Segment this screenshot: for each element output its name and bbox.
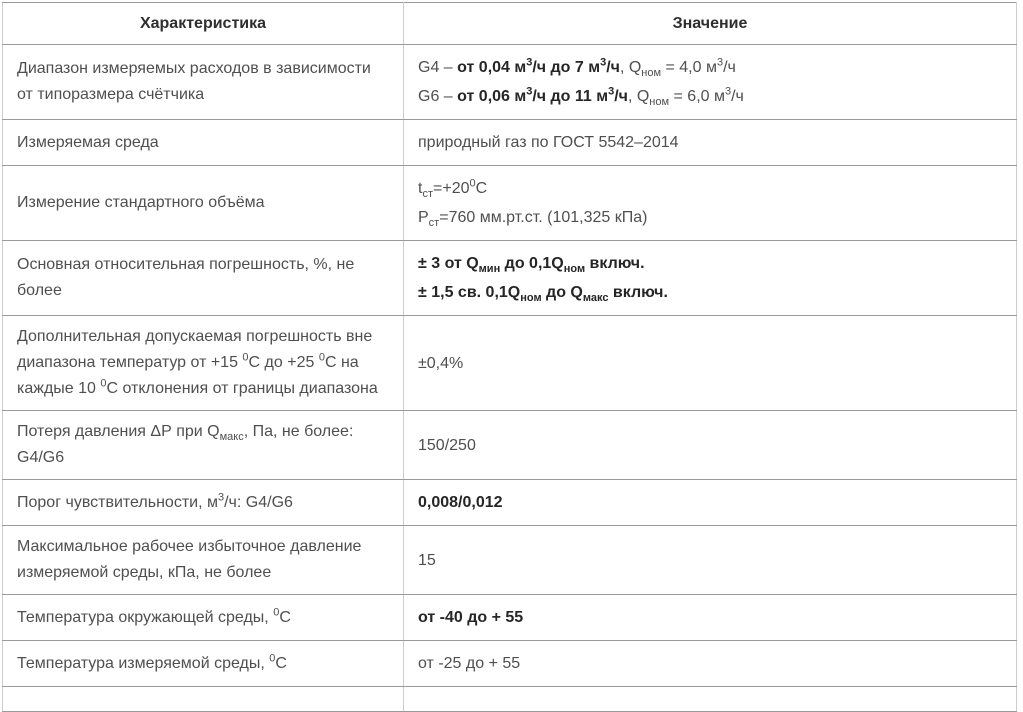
cell-line: Максимальное рабочее избыточное давление: [17, 538, 362, 555]
characteristic-cell: [3, 411, 404, 480]
table-row: [3, 480, 1017, 526]
cell-line: G4 – от 0,04 $м^3/ч$ до 7 $м^3/ч$, $Q_{ном} = 4,0$ $м^3/ч$: [418, 56, 736, 80]
value-cell: [404, 411, 1017, 480]
table-row: [3, 526, 1017, 595]
cell-line: природный газ по ГОСТ 5542–2014: [418, 134, 679, 151]
cell-line: Дополнительная допускаемая погрешность вне: [17, 328, 373, 345]
value-cell: [404, 526, 1017, 595]
value-cell: [404, 595, 1017, 641]
cell-line: от -25 до + 55: [418, 655, 521, 672]
cell-line: 0,008/0,012: [418, 494, 503, 511]
characteristic-cell: [3, 526, 404, 595]
cell-line: ±0,4%: [418, 354, 464, 372]
table-row: [3, 241, 1017, 316]
cell-line: Основная относительная погрешность, %, не: [17, 256, 355, 273]
cell-line: ± 1,5 св. $0,1Q_{ном}$ до $Q_{макс}$ включ.: [418, 284, 668, 305]
characteristic-cell: [3, 480, 404, 526]
cell-line: Диапазон измеряемых расходов в зависимости: [17, 60, 371, 77]
value-cell: [404, 45, 1017, 120]
cell-line: G6 – от 0,06 $м^3/ч$ до 11 $м^3/ч$, $Q_{ном} = 6,0$ $м^3/ч$: [418, 85, 744, 109]
table-body: [3, 45, 1017, 712]
cell-line: $t_{ст}=+20^0С$: [418, 177, 488, 201]
table-row: [3, 120, 1017, 166]
column-header-characteristic: Характеристика: [3, 3, 404, 45]
table-row: [3, 687, 1017, 712]
cell-line: G4/G6: [17, 449, 65, 466]
value-cell: [404, 480, 1017, 526]
cell-line: Измерение стандартного объёма: [17, 194, 265, 211]
table-header: [3, 3, 1017, 45]
value-cell: [404, 120, 1017, 166]
cell-line: диапазона температур от +15 $^0$С до +25 $^0$С на: [17, 351, 359, 371]
cell-line: от типоразмера счётчика: [17, 86, 205, 103]
value-cell: [404, 641, 1017, 687]
cell-line: каждые 10 $^0$С отклонения от границы диапазона: [17, 377, 378, 397]
specs-table: [2, 2, 1017, 712]
table-row: [3, 316, 1017, 411]
cell-line: Измеряемая среда: [17, 133, 159, 151]
cell-line: 150/250: [418, 436, 476, 454]
value-cell: [404, 241, 1017, 316]
cell-line: Температура окружающей среды, $^0$С: [17, 606, 291, 626]
characteristic-cell: [3, 45, 404, 120]
table-row: [3, 595, 1017, 641]
header-row: [3, 3, 1017, 45]
value-cell: [404, 687, 1017, 712]
characteristic-cell: [3, 641, 404, 687]
characteristic-cell: [3, 687, 404, 712]
table-row: [3, 45, 1017, 120]
cell-line: измеряемой среды, кПа, не более: [17, 564, 272, 581]
cell-line: Потеря давления ΔР при $Q_{макс}$, Па, не более:: [17, 423, 354, 444]
table-row: [3, 411, 1017, 480]
table-row: [3, 166, 1017, 241]
column-header-value: Значение: [404, 3, 1017, 45]
characteristic-cell: [3, 595, 404, 641]
table-row: [3, 641, 1017, 687]
cell-line: Температура измеряемой среды, $^0$С: [17, 652, 287, 672]
characteristic-cell: [3, 316, 404, 411]
characteristic-cell: [3, 166, 404, 241]
value-cell: [404, 316, 1017, 411]
value-cell: [404, 166, 1017, 241]
characteristic-cell: [3, 120, 404, 166]
cell-line: ± 3 от $Q_{мин}$ до $0,1Q_{ном}$ включ.: [418, 255, 645, 276]
cell-line: более: [17, 282, 62, 299]
cell-line: $Р_{ст}=760$ мм.рт.ст. (101,325 кПа): [418, 209, 648, 230]
characteristic-cell: [3, 241, 404, 316]
cell-line: Порог чувствительности, $м^3/ч$: G4/G6: [17, 491, 293, 511]
cell-line: от -40 до + 55: [418, 609, 524, 626]
cell-line: 15: [418, 551, 436, 569]
